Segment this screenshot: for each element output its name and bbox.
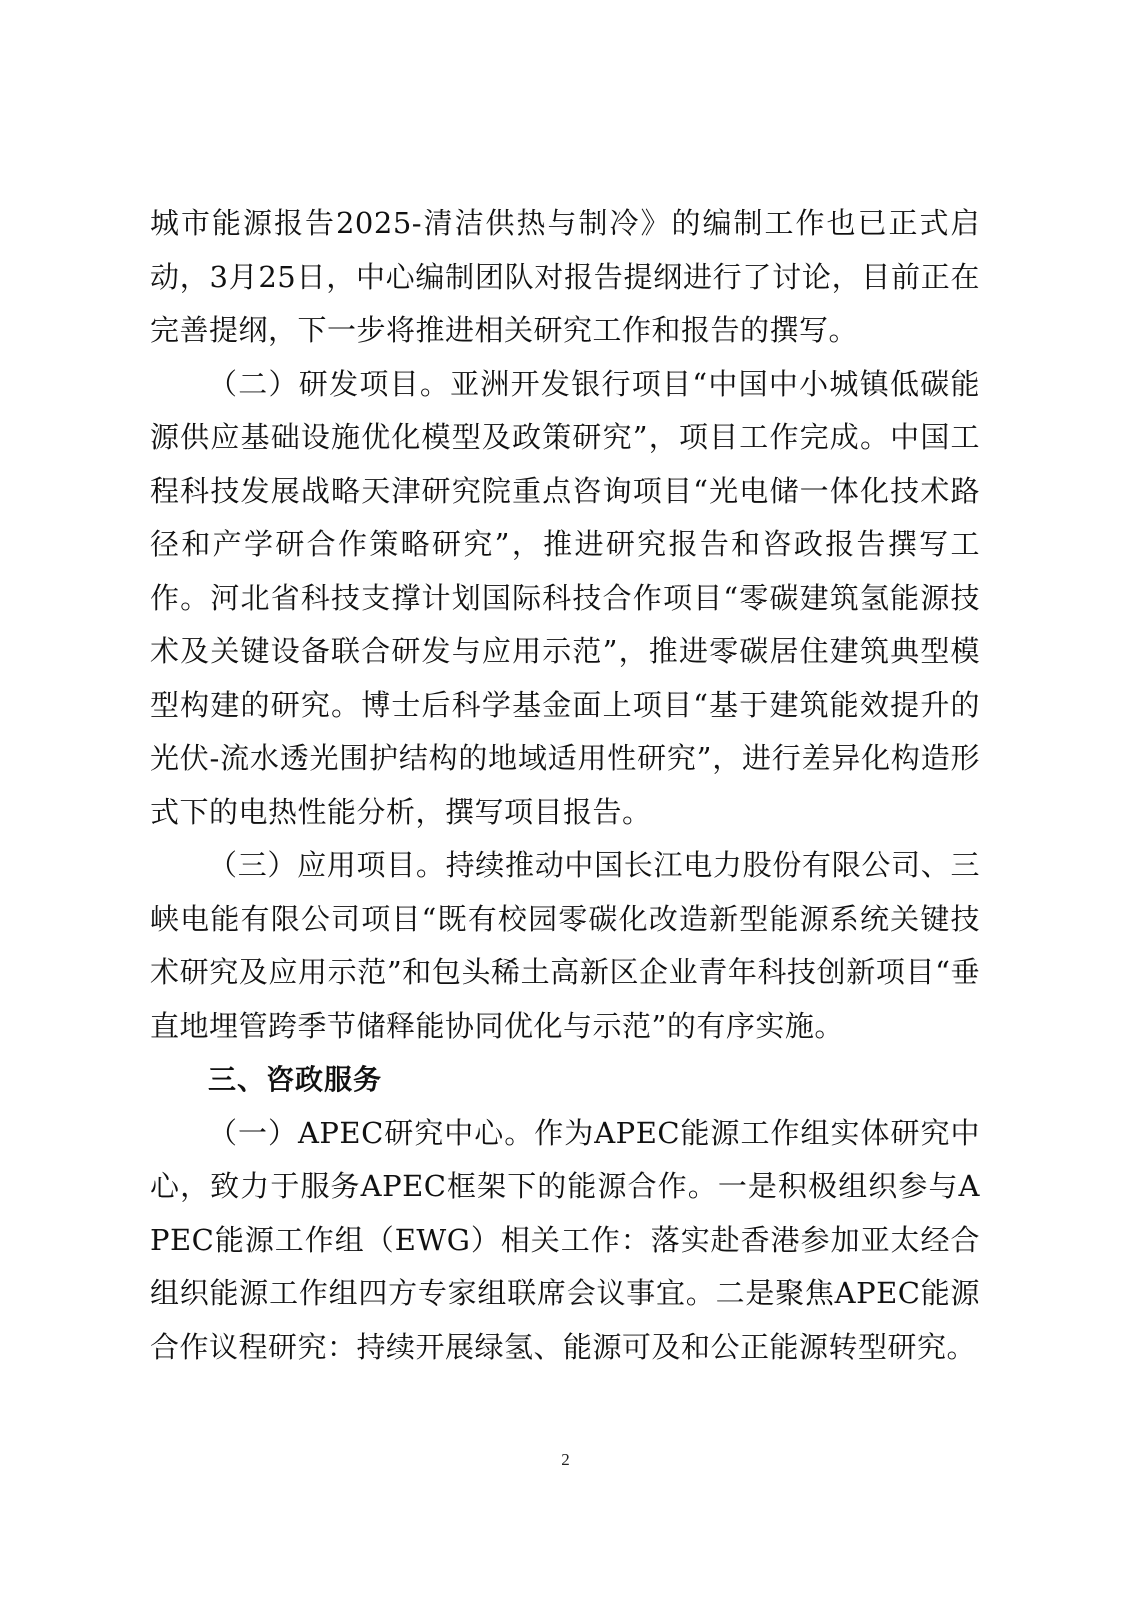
paragraph-rd-projects: （二）研发项目。亚洲开发银行项目“中国中小城镇低碳能源供应基础设施优化模型及政策研究”，项目工作完成。中国工程科技发展战略天津研究院重点咨询项目“光电储一体化技术路径和产学研合作策略研究”，推进研究报告和咨政报告撰写工作。河北省科技支撑计划国际科技合作项目“零碳建筑氢能源技术及关键设备联合研发与应用示范”，推进零碳居住建筑典型模型构建的研究。博士后科学基金面上项目“基于建筑能效提升的光伏-流水透光围护结构的地域适用性研究”，进行差异化构造形式下的电热性能分析，撰写项目报告。 (150, 366, 980, 829)
paragraph-apec-research-center: （一）APEC研究中心。作为APEC能源工作组实体研究中心，致力于服务APEC框架下的能源合作。一是积极组织参与APEC能源工作组（EWG）相关工作：落实赴香港参加亚太经合组织能源工作组四方专家组联席会议事宜。二是聚焦APEC能源合作议程研究：持续开展绿氢、能源可及和公正能源转型研究。 (150, 1115, 980, 1364)
paragraph-application-projects: （三）应用项目。持续推动中国长江电力股份有限公司、三峡电能有限公司项目“既有校园零碳化改造新型能源系统关键技术研究及应用示范”和包头稀土高新区企业青年科技创新项目“垂直地埋管跨季节储释能协同优化与示范”的有序实施。 (150, 848, 980, 1043)
document-body (150, 197, 980, 1374)
section-heading-advisory-services: 三、咨政服务 (208, 1063, 383, 1096)
page-number: 2 (561, 1450, 570, 1469)
paragraph-continuation: 城市能源报告2025-清洁供热与制冷》的编制工作也已正式启动，3月25日，中心编制团队对报告提纲进行了讨论，目前正在完善提纲，下一步将推进相关研究工作和报告的撰写。 (150, 206, 980, 347)
